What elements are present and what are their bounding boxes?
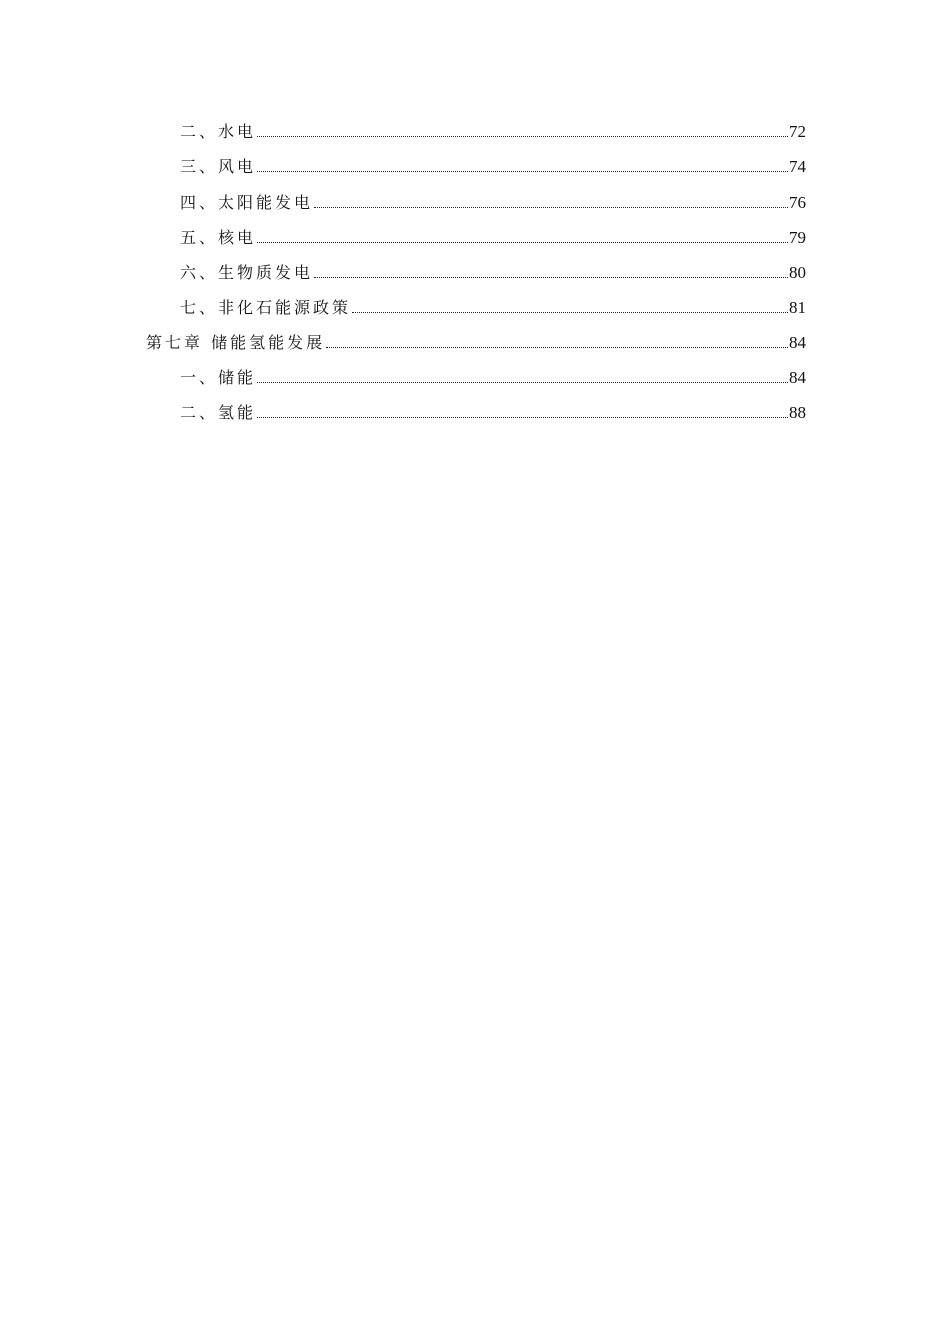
toc-entry-page: 74 [789, 157, 806, 176]
toc-leader-dots [352, 312, 788, 313]
toc-entry[interactable] [180, 253, 806, 283]
toc-entry-label: 七、非化石能源政策 [180, 298, 352, 317]
toc-entry-page: 84 [789, 333, 806, 352]
toc-leader-dots [314, 207, 788, 208]
toc-entry-page: 81 [789, 298, 806, 317]
toc-leader-dots [257, 136, 788, 137]
toc-entry[interactable] [180, 393, 806, 423]
toc-chapter-label: 第七章 储能氢能发展 [146, 333, 326, 352]
toc-entry-page: 72 [789, 122, 806, 141]
toc-entry-label: 六、生物质发电 [180, 263, 314, 282]
toc-entry[interactable] [180, 183, 806, 213]
toc-leader-dots [257, 242, 788, 243]
toc-entry-page: 79 [789, 228, 806, 247]
toc-entry[interactable] [180, 112, 806, 142]
toc-entry-page: 80 [789, 263, 806, 282]
toc-leader-dots [314, 277, 788, 278]
toc-leader-dots [257, 171, 788, 172]
toc-entry[interactable] [180, 358, 806, 388]
toc-entry-page: 84 [789, 368, 806, 387]
toc-leader-dots [257, 417, 788, 418]
toc-entry[interactable] [180, 218, 806, 248]
toc-entry-label: 四、太阳能发电 [180, 193, 314, 212]
toc-chapter-entry[interactable] [146, 323, 806, 353]
toc-entry-label: 三、风电 [180, 157, 257, 176]
toc-entry-label: 一、储能 [180, 368, 257, 387]
toc-leader-dots [326, 347, 788, 348]
toc-leader-dots [257, 382, 788, 383]
toc-entry-label: 二、水电 [180, 122, 257, 141]
toc-entry-page: 88 [789, 403, 806, 422]
toc-entry[interactable] [180, 147, 806, 177]
toc-entry-page: 76 [789, 193, 806, 212]
toc-entry[interactable] [180, 288, 806, 318]
toc-entry-label: 五、核电 [180, 228, 257, 247]
toc-entry-label: 二、氢能 [180, 403, 257, 422]
